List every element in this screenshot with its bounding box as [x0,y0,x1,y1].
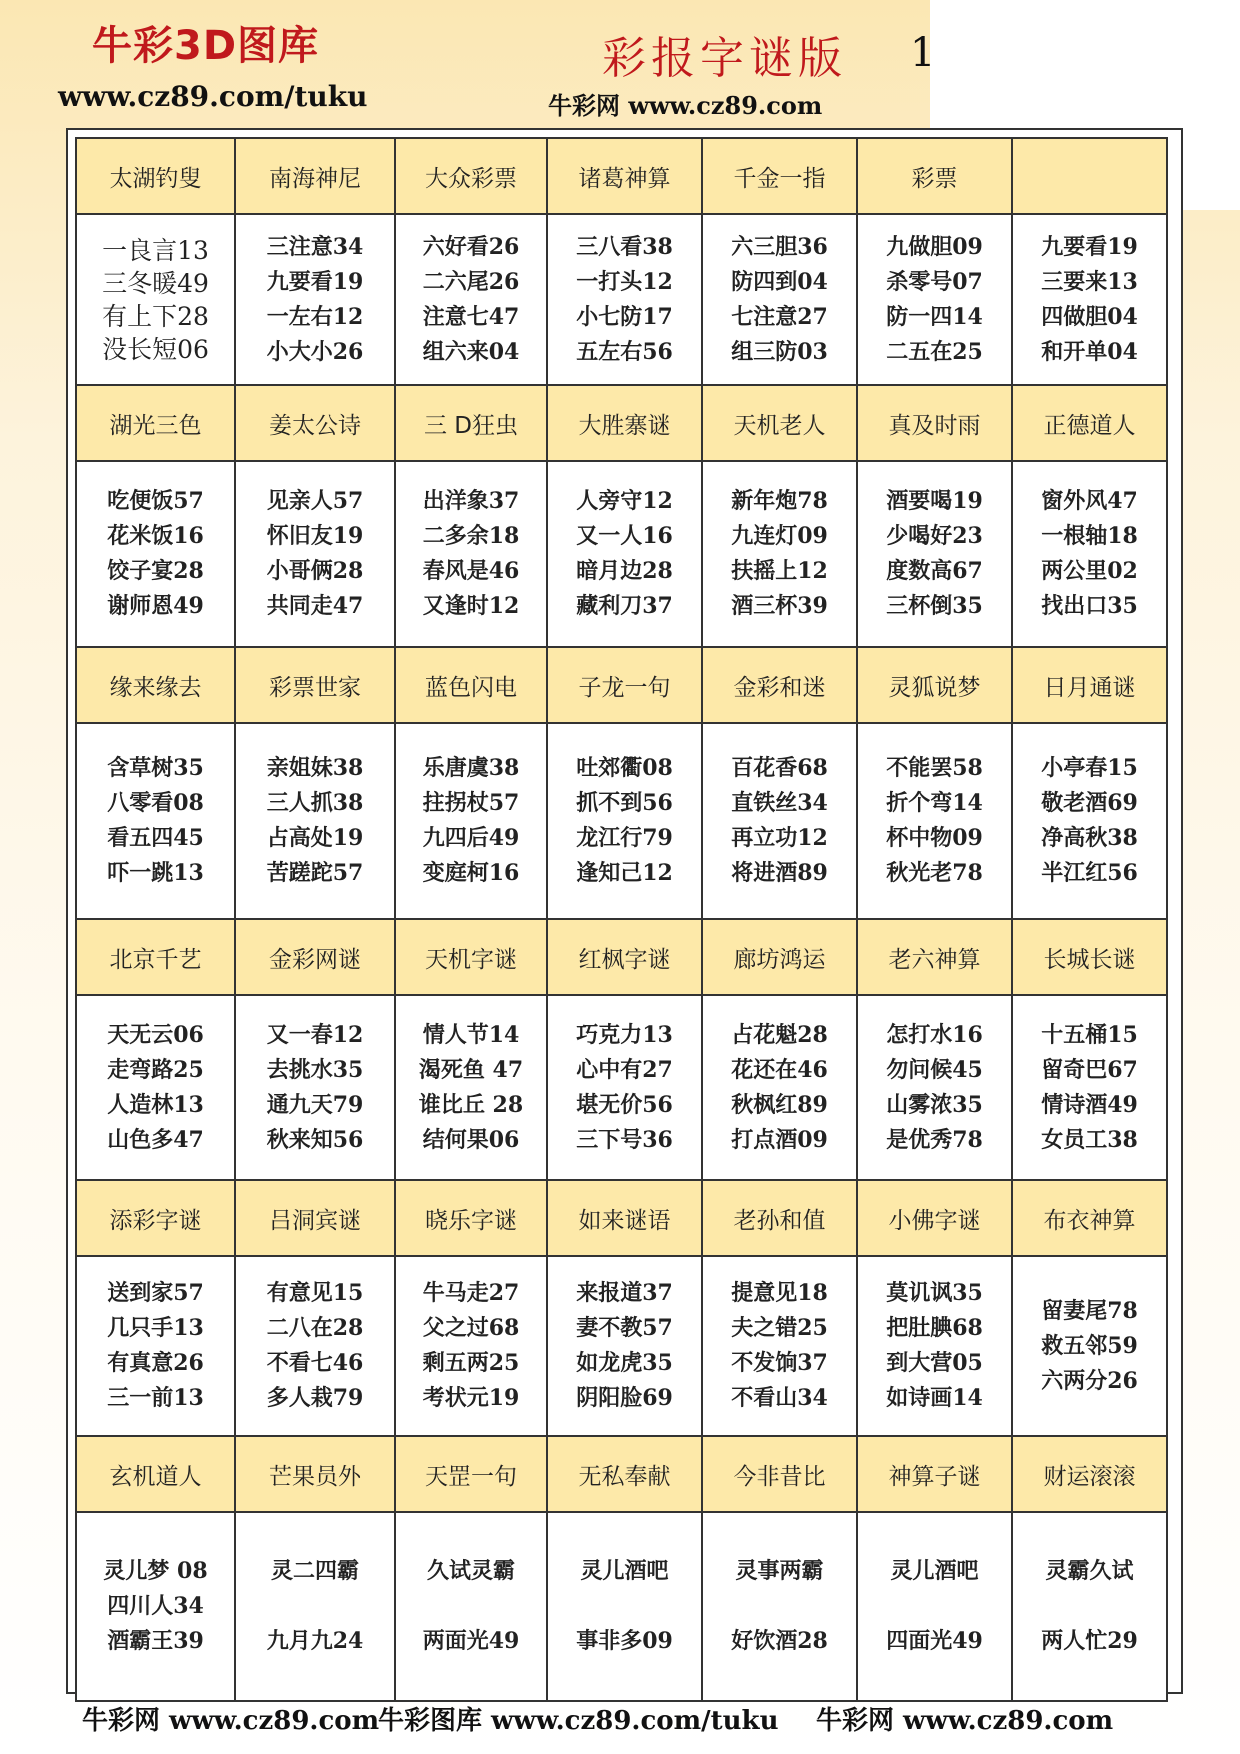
riddle-entry: 留妻尾78 [1041,1297,1138,1324]
riddle-entry: 九要看19 [266,268,364,295]
value-cell [1012,995,1167,1180]
column-name-cell: 玄机道人 [76,1436,235,1512]
value-row [76,1256,1167,1436]
column-name-cell: 晓乐字谜 [395,1180,547,1256]
riddle-entry: 一根轴18 [1041,523,1138,549]
riddle-entry: 少喝好23 [886,523,983,549]
column-name-cell: 神算子谜 [857,1436,1012,1512]
riddle-entry: 夫之错25 [731,1315,828,1341]
riddle-entry: 共同走47 [266,593,364,619]
value-cell [76,1256,235,1436]
riddle-entry: 龙江行79 [576,825,673,851]
riddle-entry: 谢师恩49 [107,593,204,619]
riddle-entry: 见亲人57 [266,488,364,514]
riddle-entry: 花还在46 [731,1056,828,1083]
column-name-cell: 姜太公诗 [235,385,395,461]
value-cell [76,461,235,647]
column-name-cell: 财运滚滚 [1012,1436,1167,1512]
column-name-cell: 小佛字谜 [857,1180,1012,1256]
riddle-entry: 逢知己12 [576,860,673,886]
value-row [76,995,1167,1180]
riddle-entry [548,1589,701,1624]
riddle-entry: 救五邻59 [1041,1332,1138,1359]
name-row [76,647,1167,723]
riddle-entry: 送到家57 [107,1280,204,1306]
riddle-entry: 到大营05 [886,1350,983,1376]
value-cell [547,723,702,919]
riddle-entry: 半江红56 [1041,860,1138,886]
riddle-entry: 没长短06 [102,334,209,364]
riddle-entry [396,1589,546,1624]
riddle-entry: 勿问候45 [886,1056,983,1083]
footer-link-right[interactable]: 牛彩网 www.cz89.com [816,1706,1114,1736]
riddle-entry: 几只手13 [107,1315,204,1341]
riddle-entry: 灵儿酒吧 [890,1558,979,1584]
value-cell [547,1256,702,1436]
riddle-entry: 怀旧友19 [266,523,364,549]
value-cell [235,1512,395,1701]
riddle-entry: 久试灵霸 [426,1558,515,1584]
value-cell [857,214,1012,385]
riddle-entry: 事非多09 [576,1628,673,1654]
value-cell [857,723,1012,919]
riddle-entry: 三冬暖49 [102,268,209,298]
riddle-entry [236,1589,394,1624]
riddle-entry: 一左右12 [266,303,364,330]
riddle-entry: 不能罢58 [886,755,983,781]
value-cell [1012,1256,1167,1436]
riddle-entry: 四做胆04 [1041,303,1138,330]
riddle-entry: 扶摇上12 [731,558,828,584]
value-row [76,723,1167,919]
value-cell [702,1512,857,1701]
riddle-entry: 吐郊衢08 [576,755,673,781]
riddle-entry: 窗外风47 [1041,488,1138,514]
riddle-entry: 折个弯14 [886,790,983,816]
riddle-entry: 好饮酒28 [731,1628,828,1654]
riddle-entry: 又一人16 [576,523,673,549]
riddle-entry: 三八看38 [576,233,673,260]
riddle-entry: 暗月边28 [576,558,673,584]
riddle-entry: 藏利刀37 [576,593,673,619]
riddle-entry: 三要来13 [1041,268,1138,295]
riddle-entry [703,1589,856,1624]
riddle-entry: 组三防03 [731,338,828,365]
name-row [76,1180,1167,1256]
riddle-entry: 组六来04 [422,338,520,365]
value-cell [857,995,1012,1180]
name-row [76,919,1167,995]
riddle-entry: 堪无价56 [576,1091,673,1118]
riddle-entry: 找出口35 [1041,593,1138,619]
riddle-entry: 不发饷37 [731,1350,828,1376]
column-name-cell: 天机字谜 [395,919,547,995]
riddle-entry: 两人忙29 [1041,1628,1138,1654]
riddle-entry: 三注意34 [266,233,364,260]
value-cell [1012,723,1167,919]
value-cell [547,214,702,385]
riddle-entry: 情诗酒49 [1041,1091,1138,1118]
value-cell [235,723,395,919]
column-name-cell: 三 D狂虫 [395,385,547,461]
riddle-entry: 提意见18 [731,1280,828,1306]
riddle-entry [1013,1589,1166,1624]
riddle-entry: 一良言13 [102,235,209,265]
riddle-entry: 谁比丘 28 [418,1091,524,1118]
riddle-entry: 杀零号07 [886,268,983,295]
column-name-cell: 正德道人 [1012,385,1167,461]
value-cell [702,1256,857,1436]
riddle-entry: 来报道37 [576,1280,673,1306]
column-name-cell: 南海神尼 [235,138,395,214]
riddle-entry: 和开单04 [1041,338,1138,365]
column-name-cell: 缘来缘去 [76,647,235,723]
footer-link-middle[interactable]: 牛彩图库 www.cz89.com/tuku [378,1706,779,1736]
riddle-entry: 二五在25 [886,338,983,365]
value-cell [235,1256,395,1436]
column-name-cell: 无私奉献 [547,1436,702,1512]
riddle-entry: 山雾浓35 [886,1091,983,1118]
value-cell [395,723,547,919]
value-cell [547,1512,702,1701]
riddle-entry: 将进酒89 [731,860,828,886]
column-name-cell: 天罡一句 [395,1436,547,1512]
name-row [76,385,1167,461]
column-name-cell: 廊坊鸿运 [702,919,857,995]
riddle-entry: 莫讥讽35 [886,1280,983,1306]
riddle-entry: 百花香68 [731,755,828,781]
site-url[interactable]: 牛彩网 www.cz89.com [548,91,823,120]
riddle-entry: 九月九24 [266,1628,364,1654]
value-cell [235,214,395,385]
value-cell [1012,461,1167,647]
column-name-cell: 真及时雨 [857,385,1012,461]
value-cell [235,461,395,647]
column-name-cell: 彩票世家 [235,647,395,723]
riddle-entry: 六三胆36 [731,233,828,260]
value-cell [235,995,395,1180]
riddle-entry: 灵二四霸 [270,1558,359,1584]
column-name-cell: 太湖钓叟 [76,138,235,214]
riddle-entry: 九要看19 [1041,233,1138,260]
riddle-entry: 怎打水16 [886,1021,983,1048]
riddle-entry: 度数高67 [886,558,983,584]
riddle-entry: 三下号36 [576,1126,673,1153]
riddle-entry: 吃便饭57 [107,488,204,514]
value-cell [702,214,857,385]
edition-number: 1 [910,30,936,76]
riddle-entry: 花米饭16 [107,523,204,549]
riddle-entry: 五左右56 [576,338,673,365]
riddle-entry: 二六尾26 [422,268,520,295]
riddle-entry: 占高处19 [266,825,364,851]
riddle-entry: 灵霸久试 [1045,1558,1134,1584]
riddle-entry: 九连灯09 [731,523,828,549]
riddle-entry: 再立功12 [731,825,828,851]
riddle-entry: 秋来知56 [266,1126,364,1153]
riddle-entry: 四面光49 [886,1628,983,1654]
column-name-cell: 布衣神算 [1012,1180,1167,1256]
name-row [76,138,1167,214]
brand-url[interactable]: www.cz89.com/tuku [58,80,368,113]
riddle-entry: 七注意27 [731,303,828,330]
column-name-cell: 日月通谜 [1012,647,1167,723]
riddle-entry: 牛马走27 [422,1280,520,1306]
column-name-cell: 诸葛神算 [547,138,702,214]
riddle-entry: 三一前13 [107,1385,204,1411]
riddle-table [75,137,1168,1702]
value-cell [76,995,235,1180]
value-cell [547,461,702,647]
column-name-cell: 如来谜语 [547,1180,702,1256]
riddle-entry: 二多余18 [422,523,520,549]
riddle-entry: 出洋象37 [422,488,520,514]
riddle-entry: 酒霸王39 [107,1628,204,1654]
column-name-cell: 子龙一句 [547,647,702,723]
column-name-cell: 金彩网谜 [235,919,395,995]
riddle-entry: 秋光老78 [886,860,983,886]
value-cell [395,1512,547,1701]
riddle-entry: 小哥俩28 [266,558,364,584]
riddle-entry: 又逢时12 [422,593,520,619]
riddle-entry: 二八在28 [266,1315,364,1341]
value-cell [1012,214,1167,385]
column-name-cell: 红枫字谜 [547,919,702,995]
value-cell [702,995,857,1180]
riddle-entry: 直铁丝34 [731,790,828,816]
riddle-entry: 九四后49 [422,825,520,851]
column-name-cell: 千金一指 [702,138,857,214]
riddle-entry: 防四到04 [731,268,828,295]
riddle-entry: 灵事两霸 [735,1558,824,1584]
riddle-entry: 灵儿酒吧 [580,1558,669,1584]
riddle-entry: 去挑水35 [266,1056,364,1083]
column-name-cell: 蓝色闪电 [395,647,547,723]
value-cell [547,995,702,1180]
value-row [76,461,1167,647]
value-cell [857,1512,1012,1701]
column-name-cell: 芒果员外 [235,1436,395,1512]
riddle-entry: 结何果06 [422,1126,520,1153]
value-cell [395,461,547,647]
riddle-entry: 多人栽79 [266,1385,364,1411]
riddle-entry: 考状元19 [422,1385,520,1411]
riddle-entry: 八零看08 [107,790,204,816]
riddle-entry: 酒三杯39 [731,593,828,619]
riddle-entry [858,1589,1011,1624]
column-name-cell [1012,138,1167,214]
value-cell [76,723,235,919]
riddle-entry: 吓一跳13 [107,860,204,886]
riddle-entry: 净高秋38 [1041,825,1138,851]
riddle-entry: 情人节14 [422,1021,520,1048]
riddle-entry: 山色多47 [107,1126,204,1153]
riddle-entry: 把肚腆68 [886,1315,983,1341]
riddle-entry: 有上下28 [102,301,209,331]
riddle-entry: 不看七46 [266,1350,364,1376]
column-name-cell: 金彩和迷 [702,647,857,723]
riddle-entry: 人旁守12 [576,488,673,514]
value-cell [857,1256,1012,1436]
column-name-cell: 彩票 [857,138,1012,214]
column-name-cell: 大众彩票 [395,138,547,214]
riddle-entry: 不看山34 [731,1385,828,1411]
value-row [76,1512,1167,1701]
riddle-entry: 四川人34 [107,1593,204,1619]
riddle-entry: 变庭柯16 [422,860,520,886]
value-cell [702,723,857,919]
column-name-cell: 吕洞宾谜 [235,1180,395,1256]
riddle-entry: 防一四14 [886,303,983,330]
riddle-entry: 一打头12 [576,268,673,295]
riddle-entry: 有真意26 [107,1350,204,1376]
riddle-entry: 走弯路25 [107,1056,204,1083]
value-cell [395,995,547,1180]
riddle-entry: 三杯倒35 [886,593,983,619]
riddle-entry: 亲姐妹38 [266,755,364,781]
riddle-entry: 心中有27 [576,1056,673,1083]
riddle-entry: 抓不到56 [576,790,673,816]
value-cell [857,461,1012,647]
riddle-entry: 杯中物09 [886,825,983,851]
riddle-entry: 天无云06 [107,1021,204,1048]
riddle-entry: 如龙虎35 [576,1350,673,1376]
riddle-entry: 九做胆09 [886,233,983,260]
riddle-entry: 两公里02 [1041,558,1138,584]
riddle-entry: 十五桶15 [1041,1021,1138,1048]
value-cell [76,1512,235,1701]
riddle-entry: 父之过68 [422,1315,520,1341]
value-cell [76,214,235,385]
riddle-entry: 苦蹉跎57 [266,860,364,886]
column-name-cell: 老六神算 [857,919,1012,995]
riddle-entry: 六好看26 [422,233,520,260]
riddle-entry: 剩五两25 [422,1350,520,1376]
column-name-cell: 天机老人 [702,385,857,461]
riddle-entry: 巧克力13 [576,1021,673,1048]
riddle-entry: 酒要喝19 [886,488,983,514]
edition-title: 彩报字谜版 [602,33,847,84]
column-name-cell: 大胜寨谜 [547,385,702,461]
riddle-entry: 妻不教57 [576,1315,673,1341]
riddle-entry: 人造林13 [107,1091,204,1118]
riddle-entry: 乐唐虞38 [422,755,520,781]
column-name-cell: 老孙和值 [702,1180,857,1256]
riddle-entry: 有意见15 [266,1280,364,1306]
column-name-cell: 添彩字谜 [76,1180,235,1256]
column-name-cell: 北京千艺 [76,919,235,995]
riddle-entry: 小七防17 [576,303,673,330]
value-cell [702,461,857,647]
riddle-entry: 是优秀78 [886,1126,983,1153]
riddle-entry: 女员工38 [1041,1126,1138,1153]
riddle-entry: 占花魁28 [731,1021,828,1048]
riddle-entry: 如诗画14 [886,1385,983,1411]
riddle-entry: 六两分26 [1041,1367,1138,1394]
value-cell [395,214,547,385]
riddle-entry: 留奇巴67 [1041,1056,1138,1083]
riddle-entry: 春风是46 [422,558,520,584]
column-name-cell: 湖光三色 [76,385,235,461]
riddle-entry: 拄拐杖57 [422,790,520,816]
riddle-entry: 三人抓38 [266,790,364,816]
riddle-entry: 阴阳脸69 [576,1385,673,1411]
column-name-cell: 今非昔比 [702,1436,857,1512]
riddle-entry: 注意七47 [422,303,520,330]
riddle-entry: 灵儿梦 08 [103,1558,208,1584]
column-name-cell: 灵狐说梦 [857,647,1012,723]
footer-link-left[interactable]: 牛彩网 www.cz89.com [82,1706,380,1736]
riddle-entry: 通九天79 [266,1091,364,1118]
riddle-entry: 两面光49 [422,1628,520,1654]
riddle-entry: 渴死鱼 47 [418,1056,524,1083]
value-cell [395,1256,547,1436]
riddle-entry: 饺子宴28 [107,558,204,584]
riddle-entry: 又一春12 [266,1021,364,1048]
value-row [76,214,1167,385]
riddle-entry: 秋枫红89 [731,1091,828,1118]
riddle-entry: 打点酒09 [731,1126,828,1153]
value-cell [1012,1512,1167,1701]
name-row [76,1436,1167,1512]
riddle-entry: 敬老酒69 [1041,790,1138,816]
riddle-entry: 小大小26 [266,338,364,365]
brand-title: 牛彩3D图库 [92,23,320,69]
riddle-entry: 看五四45 [107,825,204,851]
riddle-entry: 含草树35 [107,755,204,781]
riddle-entry: 小亭春15 [1041,755,1138,781]
riddle-entry: 新年炮78 [731,488,828,514]
column-name-cell: 长城长谜 [1012,919,1167,995]
